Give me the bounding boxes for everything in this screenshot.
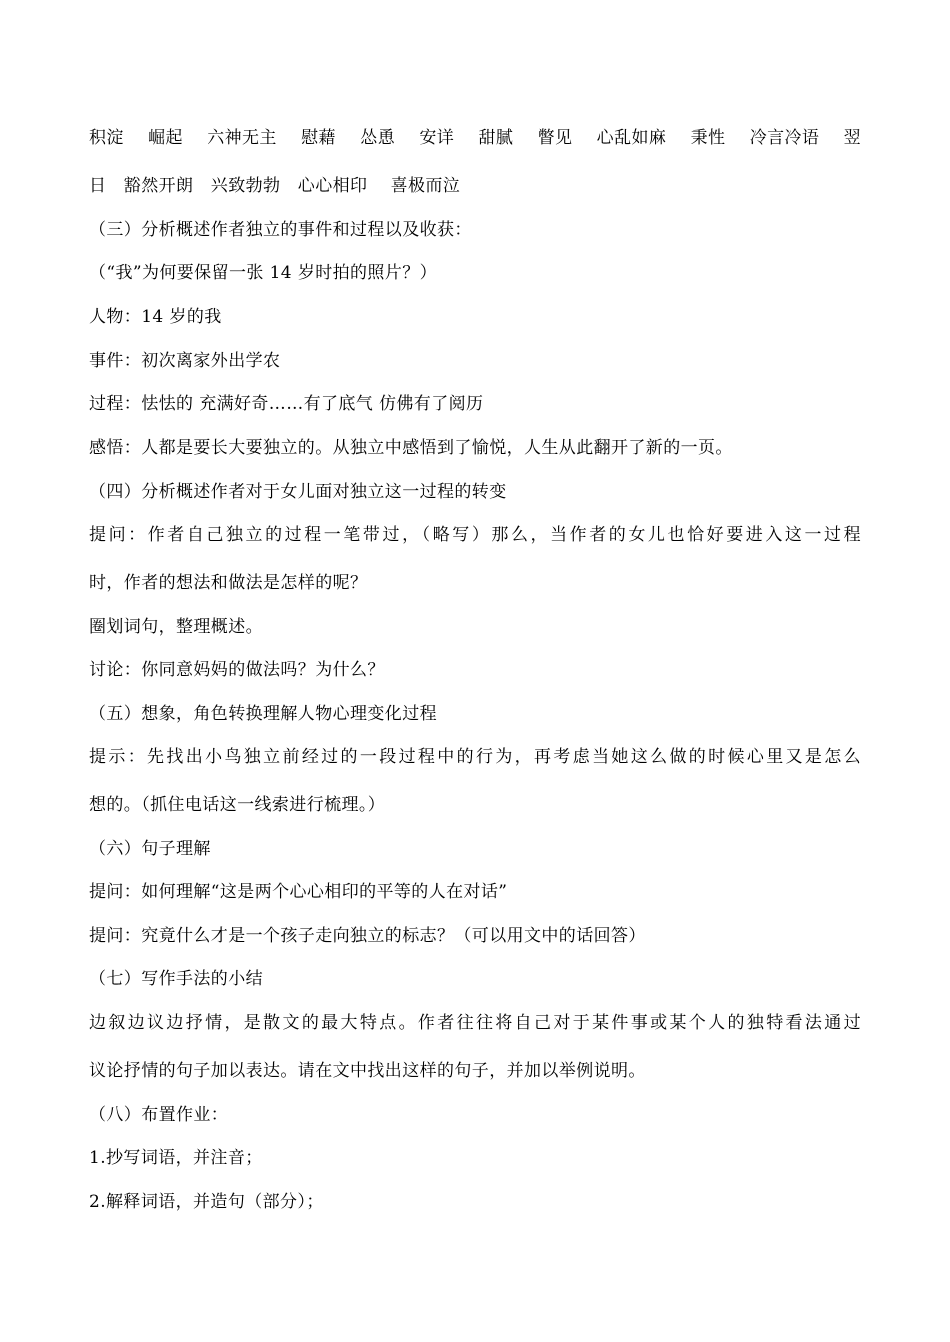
vocab-word: 慰藉 bbox=[301, 128, 336, 148]
vocab-word: 怂恿 bbox=[360, 128, 396, 148]
vocab-word: 甜腻 bbox=[478, 128, 514, 148]
section-3-process: 过程：怯怯的 充满好奇……有了底气 仿佛有了阅历 bbox=[89, 394, 484, 414]
vocab-word: 瞥见 bbox=[537, 128, 573, 148]
homework-item-1: 1.抄写词语，并注音； bbox=[89, 1148, 263, 1168]
vocab-word: 心乱如麻 bbox=[596, 128, 667, 148]
section-4-question-line-2: 时，作者的想法和做法是怎样的呢？ bbox=[89, 573, 368, 593]
homework-item-2: 2.解释词语，并造句（部分）； bbox=[89, 1192, 324, 1212]
section-4-question-line-1: 提问：作者自己独立的过程一笔带过，（略写）那么，当作者的女儿也恰好要进入这一过程 bbox=[89, 525, 861, 545]
section-3-person: 人物：14 岁的我 bbox=[89, 307, 222, 327]
section-3-event: 事件：初次离家外出学农 bbox=[89, 351, 281, 371]
section-5-hint-line-2: 想的。（抓住电话这一线索进行梳理。） bbox=[89, 795, 386, 815]
section-6-heading: （六）句子理解 bbox=[89, 839, 211, 859]
vocab-row-2: 日 豁然开朗 兴致勃勃 心心相印 喜极而泣 bbox=[89, 176, 461, 196]
vocab-word: 冷言冷语 bbox=[749, 128, 820, 148]
section-5-hint-line-1: 提示：先找出小鸟独立前经过的一段过程中的行为，再考虑当她这么做的时候心里又是怎么 bbox=[89, 747, 861, 767]
vocab-word: 秉性 bbox=[690, 128, 726, 148]
vocab-word: 安详 bbox=[419, 128, 455, 148]
section-7-text-line-2: 议论抒情的句子加以表达。请在文中找出这样的句子，并加以举例说明。 bbox=[89, 1061, 646, 1081]
section-6-question-2: 提问：究竟什么才是一个孩子走向独立的标志？（可以用文中的话回答） bbox=[89, 926, 646, 946]
section-4-task: 圈划词句，整理概述。 bbox=[89, 617, 263, 637]
vocab-row-1 bbox=[89, 127, 861, 149]
section-4-discussion: 讨论：你同意妈妈的做法吗？为什么？ bbox=[89, 660, 385, 680]
section-6-question-1: 提问：如何理解“这是两个心心相印的平等的人在对话” bbox=[89, 882, 508, 902]
section-3-question: （“我”为何要保留一张 14 岁时拍的照片？） bbox=[89, 263, 438, 283]
vocab-word: 崛起 bbox=[148, 128, 183, 148]
vocab-word: 积淀 bbox=[89, 128, 124, 148]
section-5-heading: （五）想象，角色转换理解人物心理变化过程 bbox=[89, 704, 437, 724]
section-4-heading: （四）分析概述作者对于女儿面对独立这一过程的转变 bbox=[89, 482, 507, 502]
section-7-text-line-1: 边叙边议边抒情，是散文的最大特点。作者往往将自己对于某件事或某个人的独特看法通过 bbox=[89, 1013, 861, 1033]
vocab-word: 六神无主 bbox=[207, 128, 277, 148]
vocab-word: 翌 bbox=[843, 128, 861, 148]
section-3-heading: （三）分析概述作者独立的事件和过程以及收获： bbox=[89, 220, 472, 240]
section-8-heading: （八）布置作业： bbox=[89, 1105, 229, 1125]
section-3-insight: 感悟：人都是要长大要独立的。从独立中感悟到了愉悦，人生从此翻开了新的一页。 bbox=[89, 438, 733, 458]
section-7-heading: （七）写作手法的小结 bbox=[89, 969, 263, 989]
